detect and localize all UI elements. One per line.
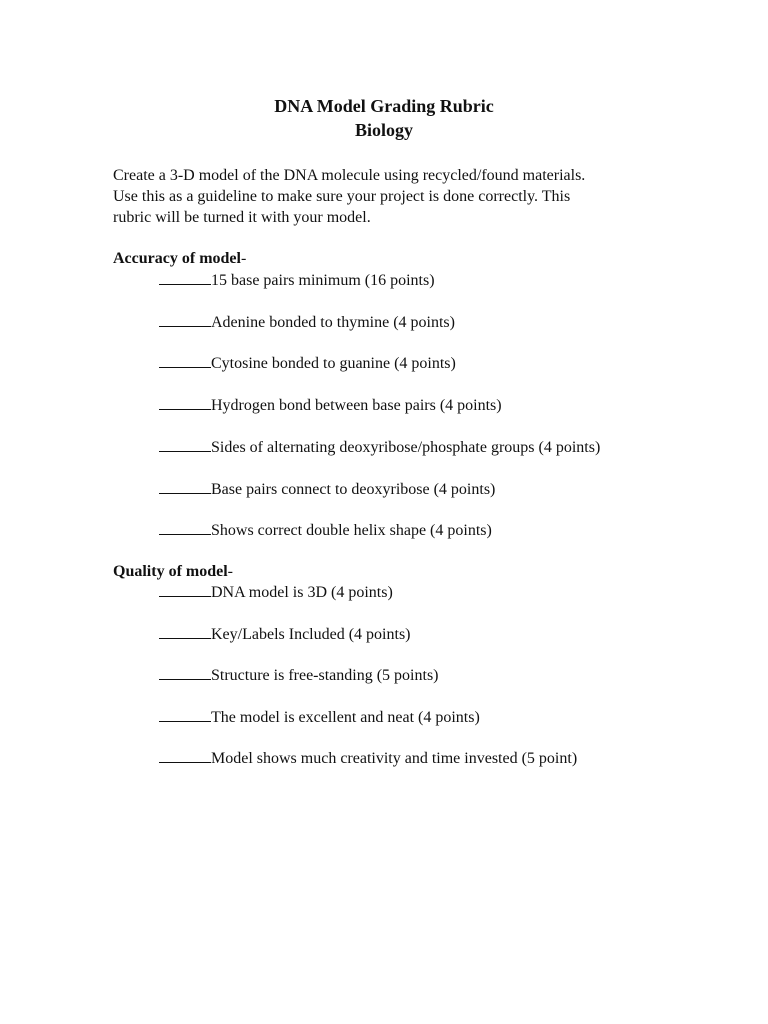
- score-blank[interactable]: [159, 311, 211, 327]
- score-blank[interactable]: [159, 436, 211, 452]
- rubric-item: [159, 394, 502, 416]
- score-blank[interactable]: [159, 394, 211, 410]
- document-title: DNA Model Grading Rubric: [274, 96, 494, 116]
- score-blank[interactable]: [159, 478, 211, 494]
- rubric-item-text: Shows correct double helix shape (4 points): [211, 522, 492, 539]
- section-heading-dash: -: [240, 250, 247, 267]
- rubric-item-text: Cytosine bonded to guanine (4 points): [211, 355, 456, 372]
- rubric-item-text: Key/Labels Included (4 points): [211, 626, 411, 643]
- intro-line: Use this as a guideline to make sure your project is done correctly. This: [113, 188, 571, 205]
- score-blank[interactable]: [159, 706, 211, 722]
- intro-paragraph: [113, 165, 673, 228]
- rubric-item: [159, 352, 456, 374]
- rubric-item-text: Hydrogen bond between base pairs (4 points): [211, 397, 502, 414]
- section-heading-accuracy: [113, 248, 246, 269]
- rubric-item: [159, 478, 495, 500]
- rubric-item: [159, 311, 455, 333]
- rubric-item-text: Base pairs connect to deoxyribose (4 points): [211, 481, 496, 498]
- intro-line: Create a 3-D model of the DNA molecule using recycled/found materials.: [113, 167, 586, 184]
- score-blank[interactable]: [159, 747, 211, 763]
- rubric-item-text: 15 base pairs minimum (16 points): [211, 272, 435, 289]
- rubric-item-text: The model is excellent and neat (4 points): [211, 709, 480, 726]
- section-heading-dash: -: [227, 563, 233, 580]
- section-heading-label: Quality of model: [113, 563, 228, 580]
- rubric-item: [159, 747, 577, 769]
- rubric-item: [159, 664, 439, 686]
- rubric-item: [159, 581, 393, 603]
- rubric-item-text: Model shows much creativity and time invested (5 point): [211, 750, 578, 767]
- rubric-item: [159, 623, 411, 645]
- score-blank[interactable]: [159, 581, 211, 597]
- rubric-item: [159, 519, 492, 541]
- rubric-item-text: DNA model is 3D (4 points): [211, 584, 393, 601]
- score-blank[interactable]: [159, 352, 211, 368]
- rubric-item-text: Sides of alternating deoxyribose/phosphate groups (4 points): [211, 439, 601, 456]
- section-heading-quality: [113, 561, 233, 582]
- score-blank[interactable]: [159, 269, 211, 285]
- rubric-item: [159, 436, 600, 458]
- document-subtitle: Biology: [354, 120, 413, 140]
- section-heading-label: Accuracy of model: [113, 250, 241, 267]
- intro-line: rubric will be turned it with your model.: [113, 209, 371, 226]
- score-blank[interactable]: [159, 519, 211, 535]
- rubric-item-text: Structure is free-standing (5 points): [211, 667, 439, 684]
- score-blank[interactable]: [159, 664, 211, 680]
- rubric-item: [159, 269, 435, 291]
- score-blank[interactable]: [159, 623, 211, 639]
- rubric-item: [159, 706, 480, 728]
- rubric-item-text: Adenine bonded to thymine (4 points): [211, 314, 455, 331]
